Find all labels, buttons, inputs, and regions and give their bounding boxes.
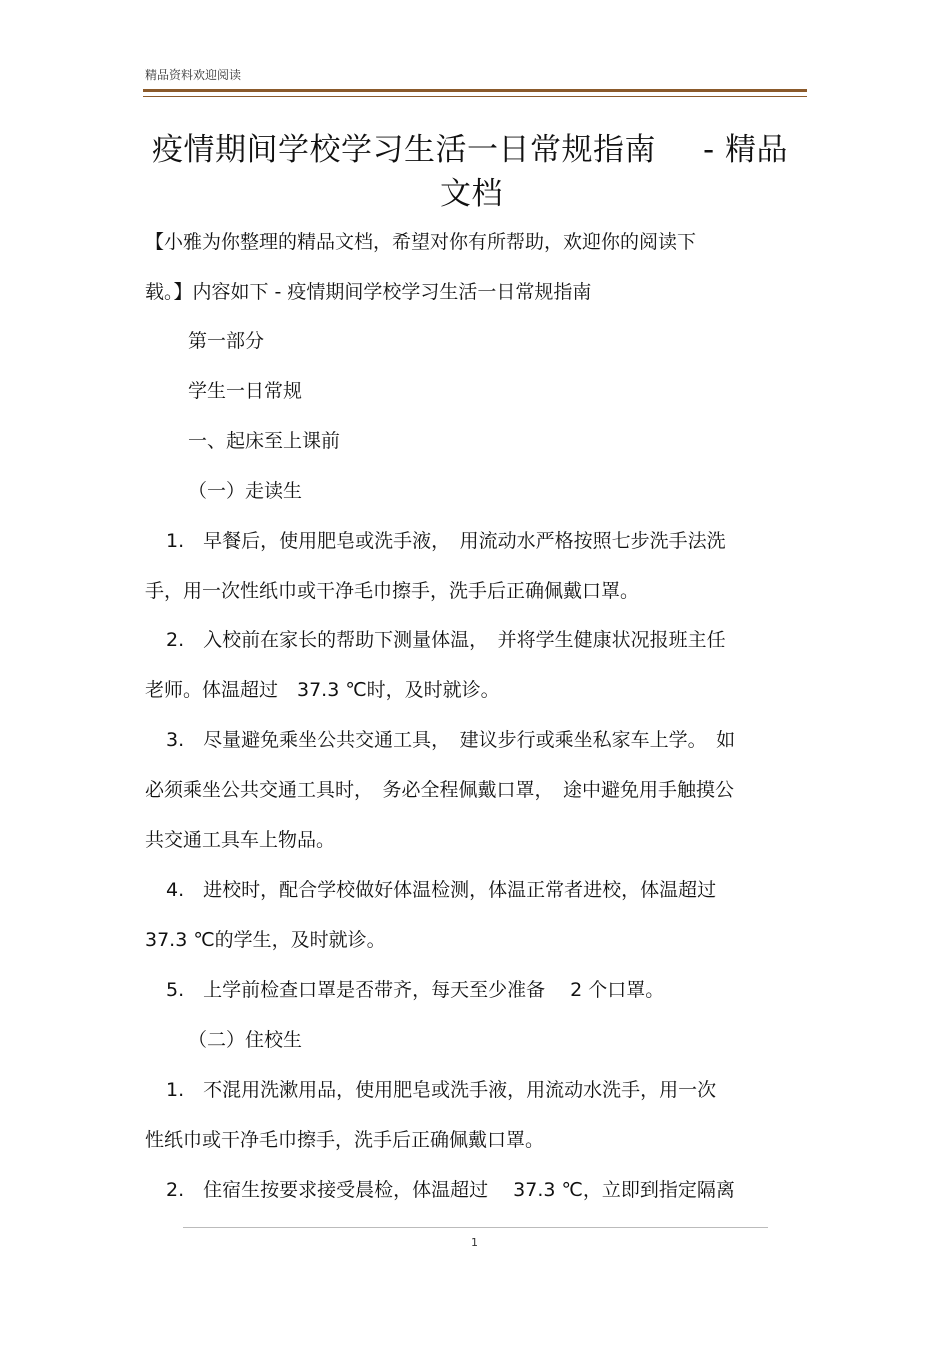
subheading: 学生一日常规: [188, 380, 303, 402]
item-1-5-line-1: 5. 上学前检查口罩是否带齐，每天至少准备 2 个口罩。: [166, 979, 665, 1001]
title-line2: 文档: [440, 176, 503, 212]
item-1-4-line-1: 4. 进校时，配合学校做好体温检测，体温正常者进校，体温超过: [166, 879, 717, 901]
item-2-1-line-1: 1. 不混用洗漱用品，使用肥皂或洗手液，用流动水洗手，用一次: [166, 1079, 717, 1101]
item-1-4-line-2: 37.3 ℃的学生，及时就诊。: [145, 929, 386, 951]
section-heading-1: 一、起床至上课前: [188, 430, 341, 452]
item-1-1-line-2: 手，用一次性纸巾或干净毛巾擦手，洗手后正确佩戴口罩。: [145, 580, 640, 602]
subsection-boarding-students: （二）住校生: [188, 1029, 303, 1051]
item-1-2-line-2: 老师。体温超过 37.3 ℃时，及时就诊。: [145, 679, 500, 701]
part-heading: 第一部分: [188, 330, 265, 352]
page-header: 精品资料欢迎阅读: [145, 68, 242, 82]
title-suffix: - 精品: [703, 132, 789, 168]
item-1-3-line-1: 3. 尽量避免乘坐公共交通工具， 建议步行或乘坐私家车上学。 如: [166, 729, 736, 751]
item-2-2-line-1: 2. 住宿生按要求接受晨检，体温超过 37.3 ℃，立即到指定隔离: [166, 1179, 735, 1201]
item-1-2-line-1: 2. 入校前在家长的帮助下测量体温， 并将学生健康状况报班主任: [166, 629, 726, 651]
item-1-3-line-3: 共交通工具车上物品。: [145, 829, 336, 851]
header-rule-thick: [143, 89, 807, 92]
item-1-1-line-1: 1. 早餐后，使用肥皂或洗手液， 用流动水严格按照七步洗手法洗: [166, 530, 726, 552]
title-main: 疫情期间学校学习生活一日常规指南: [152, 132, 656, 168]
header-rule-thin: [143, 96, 807, 97]
footer-rule: [183, 1227, 768, 1228]
item-1-3-line-2: 必须乘坐公共交通工具时， 务必全程佩戴口罩， 途中避免用手触摸公: [145, 779, 735, 801]
item-2-1-line-2: 性纸巾或干净毛巾擦手，洗手后正确佩戴口罩。: [145, 1129, 545, 1151]
subsection-day-students: （一）走读生: [188, 480, 303, 502]
intro-line-1: 【小雅为你整理的精品文档，希望对你有所帮助，欢迎你的阅读下: [145, 231, 697, 253]
page-number: 1: [471, 1236, 478, 1249]
intro-line-2: 载。】内容如下 - 疫情期间学校学习生活一日常规指南: [145, 281, 592, 303]
